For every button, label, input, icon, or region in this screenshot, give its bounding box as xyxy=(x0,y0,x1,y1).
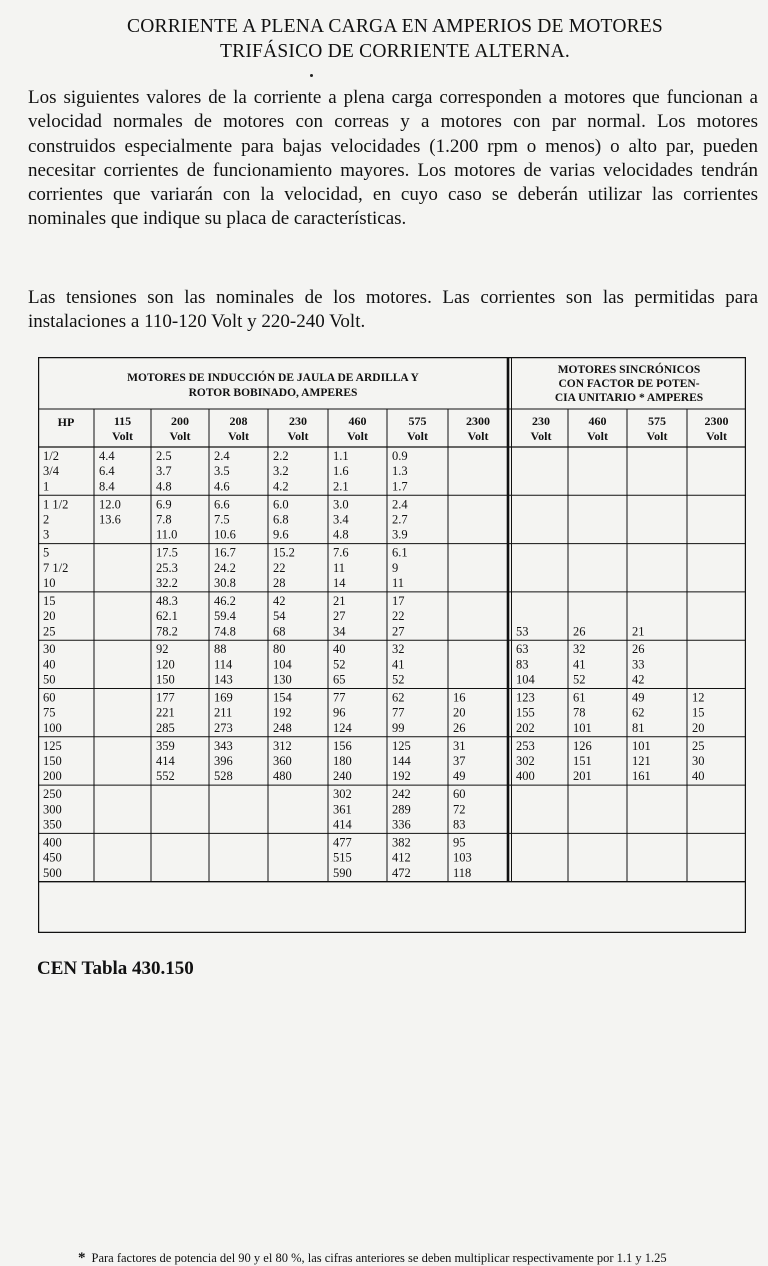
current-cell: 53 xyxy=(516,624,529,639)
hp-cell: 250 xyxy=(43,787,62,802)
current-cell: 31 xyxy=(453,738,466,753)
hp-cell: 50 xyxy=(43,672,56,687)
current-cell: 202 xyxy=(516,720,535,735)
current-cell: 2.4 xyxy=(214,449,230,463)
current-cell: 121 xyxy=(632,754,651,768)
table-footnote xyxy=(78,1250,768,1266)
current-cell: 54 xyxy=(273,609,286,624)
current-cell: 151 xyxy=(573,754,592,768)
current-cell: 61 xyxy=(573,690,586,705)
current-cell: 361 xyxy=(333,802,352,817)
current-cell: 95 xyxy=(453,835,466,850)
current-cell: 68 xyxy=(273,624,286,639)
current-cell: 161 xyxy=(632,769,651,784)
current-cell: 144 xyxy=(392,754,411,768)
current-cell: 169 xyxy=(214,690,233,705)
induction-header-line: MOTORES DE INDUCCIÓN DE JAULA DE ARDILLA Y xyxy=(127,372,419,384)
current-cell: 16 xyxy=(453,690,466,705)
current-cell: 22 xyxy=(392,609,405,624)
column-header: 2300 xyxy=(704,414,729,428)
current-cell: 360 xyxy=(273,754,292,768)
current-cell: 201 xyxy=(573,769,592,784)
current-cell: 1.3 xyxy=(392,464,408,479)
current-cell: 302 xyxy=(516,754,535,768)
hp-cell: 3 xyxy=(43,527,50,542)
column-header: Volt xyxy=(530,429,552,443)
current-cell: 2.2 xyxy=(273,449,289,463)
column-header: Volt xyxy=(169,429,191,443)
column-header: Volt xyxy=(467,429,489,443)
current-cell: 32 xyxy=(573,642,586,657)
current-cell: 27 xyxy=(333,609,346,624)
column-header: 460 xyxy=(588,414,607,428)
current-cell: 192 xyxy=(273,705,292,720)
column-header: 575 xyxy=(648,414,666,428)
current-cell: 312 xyxy=(273,738,292,753)
current-cell: 20 xyxy=(453,705,466,720)
current-cell: 78 xyxy=(573,705,586,720)
current-cell: 32 xyxy=(392,642,405,657)
current-cell: 72 xyxy=(453,802,466,817)
current-cell: 42 xyxy=(273,593,286,608)
current-cell: 40 xyxy=(692,769,705,784)
column-header: Volt xyxy=(112,429,133,443)
current-cell: 150 xyxy=(156,672,175,687)
current-cell: 477 xyxy=(333,835,352,850)
sync-header-line: CON FACTOR DE POTEN- xyxy=(558,378,700,390)
hp-cell: 7 1/2 xyxy=(43,560,69,575)
hp-cell: 500 xyxy=(43,865,62,880)
current-cell: 3.7 xyxy=(156,464,172,479)
current-cell: 242 xyxy=(392,787,411,802)
current-cell: 25 xyxy=(692,738,705,753)
current-cell: 343 xyxy=(214,738,233,753)
table-grid xyxy=(38,357,746,933)
current-cell: 3.4 xyxy=(333,512,349,527)
current-cell: 2.4 xyxy=(392,497,408,512)
column-header: 230 xyxy=(289,414,307,428)
current-cell: 7.6 xyxy=(333,545,349,560)
hp-cell: 2 xyxy=(43,512,50,527)
current-cell: 33 xyxy=(632,657,645,672)
current-cell: 59.4 xyxy=(214,609,236,624)
current-cell: 49 xyxy=(453,769,466,784)
current-cell: 248 xyxy=(273,720,292,735)
hp-cell: 10 xyxy=(43,576,56,590)
column-header: 575 xyxy=(408,414,427,428)
current-cell: 48.3 xyxy=(156,593,178,608)
title-line-2: TRIFÁSICO DE CORRIENTE ALTERNA. xyxy=(220,41,570,62)
current-cell: 16.7 xyxy=(214,545,236,560)
hp-cell: 30 xyxy=(43,642,56,657)
induction-header-line: ROTOR BOBINADO, AMPERES xyxy=(188,387,358,399)
current-cell: 528 xyxy=(214,769,233,784)
current-cell: 81 xyxy=(632,720,645,735)
scan-speck xyxy=(310,74,313,77)
current-cell: 15 xyxy=(692,705,705,720)
current-cell: 41 xyxy=(392,657,405,672)
source-reference: CEN Tabla 430.150 xyxy=(37,958,194,979)
current-cell: 83 xyxy=(516,657,529,672)
hp-cell: 75 xyxy=(43,705,56,720)
current-cell: 396 xyxy=(214,754,233,768)
column-header: HP xyxy=(57,415,75,429)
current-cell: 24.2 xyxy=(214,560,236,575)
hp-cell: 1 xyxy=(43,479,50,494)
current-cell: 30 xyxy=(692,754,705,768)
current-cell: 80 xyxy=(273,642,286,657)
hp-cell: 60 xyxy=(43,690,56,705)
current-cell: 37 xyxy=(453,754,466,768)
current-cell: 1.6 xyxy=(333,464,349,479)
column-header: Volt xyxy=(407,429,428,443)
current-cell: 180 xyxy=(333,754,352,768)
current-cell: 13.6 xyxy=(99,512,121,527)
current-cell: 515 xyxy=(333,850,352,865)
current-cell: 118 xyxy=(453,865,472,880)
current-cell: 104 xyxy=(273,657,292,672)
current-cell: 2.7 xyxy=(392,512,408,527)
current-cell: 11 xyxy=(392,576,405,590)
current-cell: 1.1 xyxy=(333,449,349,463)
current-cell: 92 xyxy=(156,642,169,657)
hp-cell: 3/4 xyxy=(43,464,59,479)
current-cell: 126 xyxy=(573,738,592,753)
voltage-note-paragraph: Las tensiones son las nominales de los motores. Las corrientes son las permitidas para instalaciones a 110-120 Volt y 220-240 Volt. xyxy=(28,287,758,333)
footnote-star: * xyxy=(78,1250,86,1266)
current-cell: 0.9 xyxy=(392,449,408,463)
current-cell: 101 xyxy=(573,720,592,735)
sync-header-line: CIA UNITARIO * AMPERES xyxy=(554,392,704,404)
current-cell: 221 xyxy=(156,705,175,720)
current-cell: 103 xyxy=(453,850,472,865)
current-cell: 114 xyxy=(214,657,233,672)
current-cell: 17.5 xyxy=(156,545,178,560)
current-cell: 4.6 xyxy=(214,479,230,494)
current-cell: 25.3 xyxy=(156,560,178,575)
current-cell: 10.6 xyxy=(214,527,236,542)
current-cell: 26 xyxy=(453,720,466,735)
current-cell: 130 xyxy=(273,672,292,687)
current-cell: 78.2 xyxy=(156,624,178,639)
current-cell: 400 xyxy=(516,769,535,784)
current-cell: 289 xyxy=(392,802,411,817)
sync-header-line: MOTORES SINCRÓNICOS xyxy=(557,364,701,376)
current-cell: 14 xyxy=(333,576,346,590)
column-header: 115 xyxy=(113,414,132,428)
column-header: 2300 xyxy=(466,414,490,428)
hp-cell: 400 xyxy=(43,835,62,850)
hp-cell: 5 xyxy=(43,545,50,560)
current-cell: 143 xyxy=(214,672,233,687)
current-cell: 28 xyxy=(273,576,286,590)
current-cell: 20 xyxy=(692,720,705,735)
hp-cell: 450 xyxy=(43,850,62,865)
current-cell: 192 xyxy=(392,769,411,784)
current-cell: 27 xyxy=(392,624,405,639)
hp-cell: 100 xyxy=(43,720,62,735)
column-header: Volt xyxy=(587,429,608,443)
current-cell: 21 xyxy=(632,624,645,639)
current-cell: 123 xyxy=(516,690,535,705)
current-cell: 6.1 xyxy=(392,545,408,560)
footnote-text: Para factores de potencia del 90 y el 80 %, las cifras anteriores se deben multiplicar respectivamente por 1.1 y 1.25 xyxy=(91,1251,667,1265)
current-cell: 3.9 xyxy=(392,527,408,542)
current-cell: 382 xyxy=(392,835,411,850)
current-cell: 7.5 xyxy=(214,512,230,527)
current-cell: 240 xyxy=(333,769,352,784)
current-cell: 40 xyxy=(333,642,346,657)
current-cell: 124 xyxy=(333,720,352,735)
current-cell: 156 xyxy=(333,738,352,753)
column-header: Volt xyxy=(287,429,309,443)
hp-cell: 25 xyxy=(43,624,56,639)
current-cell: 9 xyxy=(392,560,399,575)
current-cell: 77 xyxy=(392,705,405,720)
current-cell: 21 xyxy=(333,593,346,608)
current-cell: 52 xyxy=(333,657,346,672)
current-cell: 9.6 xyxy=(273,527,289,542)
current-cell: 4.2 xyxy=(273,479,289,494)
intro-paragraph: Los siguientes valores de la corriente a plena carga corresponden a motores que funcionan a velocidad normales de motores con correas y a motores con par normal. Los motores construidos especialmente para bajas velocidades (1.200 rpm o menos) o alto par, pueden necesitar corrientes de funcionamiento mayores. Los motores de varias velocidades tendrán corrientes que variarán con la velocidad, en cuyo caso se deberán utilizar las corrientes nominales que indique su placa de características. xyxy=(28,87,758,230)
current-cell: 3.0 xyxy=(333,497,349,512)
current-cell: 63 xyxy=(516,642,529,657)
current-cell: 12 xyxy=(692,690,705,705)
column-header: 460 xyxy=(348,414,367,428)
current-cell: 83 xyxy=(453,817,466,832)
column-header: Volt xyxy=(228,429,249,443)
current-cell: 414 xyxy=(156,754,175,768)
current-cell: 34 xyxy=(333,624,346,639)
hp-cell: 200 xyxy=(43,769,62,784)
current-cell: 41 xyxy=(573,657,586,672)
current-cell: 62.1 xyxy=(156,609,178,624)
column-header: 200 xyxy=(171,414,189,428)
current-cell: 125 xyxy=(392,738,411,753)
current-cell: 30.8 xyxy=(214,576,236,590)
current-cell: 65 xyxy=(333,672,346,687)
current-cell: 155 xyxy=(516,705,535,720)
hp-cell: 20 xyxy=(43,609,56,624)
current-cell: 120 xyxy=(156,657,175,672)
current-cell: 4.8 xyxy=(333,527,349,542)
current-cell: 74.8 xyxy=(214,624,236,639)
hp-cell: 125 xyxy=(43,738,62,753)
current-cell: 6.4 xyxy=(99,464,115,479)
hp-cell: 15 xyxy=(43,593,56,608)
current-cell: 2.5 xyxy=(156,449,172,463)
column-header: Volt xyxy=(347,429,368,443)
current-cell: 4.8 xyxy=(156,479,172,494)
current-cell: 52 xyxy=(573,672,586,687)
hp-cell: 350 xyxy=(43,817,62,832)
hp-cell: 300 xyxy=(43,802,62,817)
current-cell: 26 xyxy=(573,624,586,639)
current-cell: 46.2 xyxy=(214,593,236,608)
column-header: Volt xyxy=(646,429,668,443)
current-cell: 12.0 xyxy=(99,497,121,512)
current-cell: 253 xyxy=(516,738,535,753)
column-header: Volt xyxy=(706,429,727,443)
current-cell: 104 xyxy=(516,672,535,687)
current-cell: 88 xyxy=(214,642,227,657)
hp-cell: 40 xyxy=(43,657,56,672)
current-cell: 4.4 xyxy=(99,449,115,463)
current-cell: 590 xyxy=(333,865,352,880)
current-cell: 101 xyxy=(632,738,651,753)
current-cell: 285 xyxy=(156,720,175,735)
hp-cell: 150 xyxy=(43,754,62,768)
column-header: 230 xyxy=(532,414,550,428)
current-cell: 15.2 xyxy=(273,545,295,560)
current-cell: 77 xyxy=(333,690,346,705)
current-cell: 273 xyxy=(214,720,233,735)
current-cell: 552 xyxy=(156,769,175,784)
current-cell: 211 xyxy=(214,705,233,720)
current-cell: 3.2 xyxy=(273,464,289,479)
current-cell: 154 xyxy=(273,690,292,705)
current-cell: 22 xyxy=(273,560,286,575)
current-cell: 62 xyxy=(632,705,645,720)
current-cell: 480 xyxy=(273,769,292,784)
current-cell: 2.1 xyxy=(333,479,349,494)
current-cell: 6.9 xyxy=(156,497,172,512)
current-cell: 32.2 xyxy=(156,576,178,590)
hp-cell: 1/2 xyxy=(43,449,59,463)
current-cell: 472 xyxy=(392,865,411,880)
current-cell: 11 xyxy=(333,560,346,575)
current-cell: 177 xyxy=(156,690,175,705)
current-cell: 52 xyxy=(392,672,405,687)
current-cell: 336 xyxy=(392,817,411,832)
current-cell: 8.4 xyxy=(99,479,115,494)
current-cell: 414 xyxy=(333,817,352,832)
current-cell: 99 xyxy=(392,720,405,735)
current-cell: 11.0 xyxy=(156,527,178,542)
current-cell: 7.8 xyxy=(156,512,172,527)
current-cell: 3.5 xyxy=(214,464,230,479)
current-cell: 62 xyxy=(392,690,405,705)
current-cell: 26 xyxy=(632,642,645,657)
current-cell: 302 xyxy=(333,787,352,802)
title-line-1: CORRIENTE A PLENA CARGA EN AMPERIOS DE MOTORES xyxy=(127,16,663,37)
hp-cell: 1 1/2 xyxy=(43,497,69,512)
column-header: 208 xyxy=(229,414,248,428)
current-cell: 49 xyxy=(632,690,645,705)
page-title xyxy=(40,14,750,64)
current-cell: 6.8 xyxy=(273,512,289,527)
current-cell: 412 xyxy=(392,850,411,865)
current-cell: 17 xyxy=(392,593,405,608)
current-cell: 42 xyxy=(632,672,645,687)
current-cell: 1.7 xyxy=(392,479,408,494)
current-cell: 6.0 xyxy=(273,497,289,512)
current-cell: 96 xyxy=(333,705,346,720)
current-cell: 60 xyxy=(453,787,466,802)
current-cell: 6.6 xyxy=(214,497,230,512)
current-cell: 359 xyxy=(156,738,175,753)
